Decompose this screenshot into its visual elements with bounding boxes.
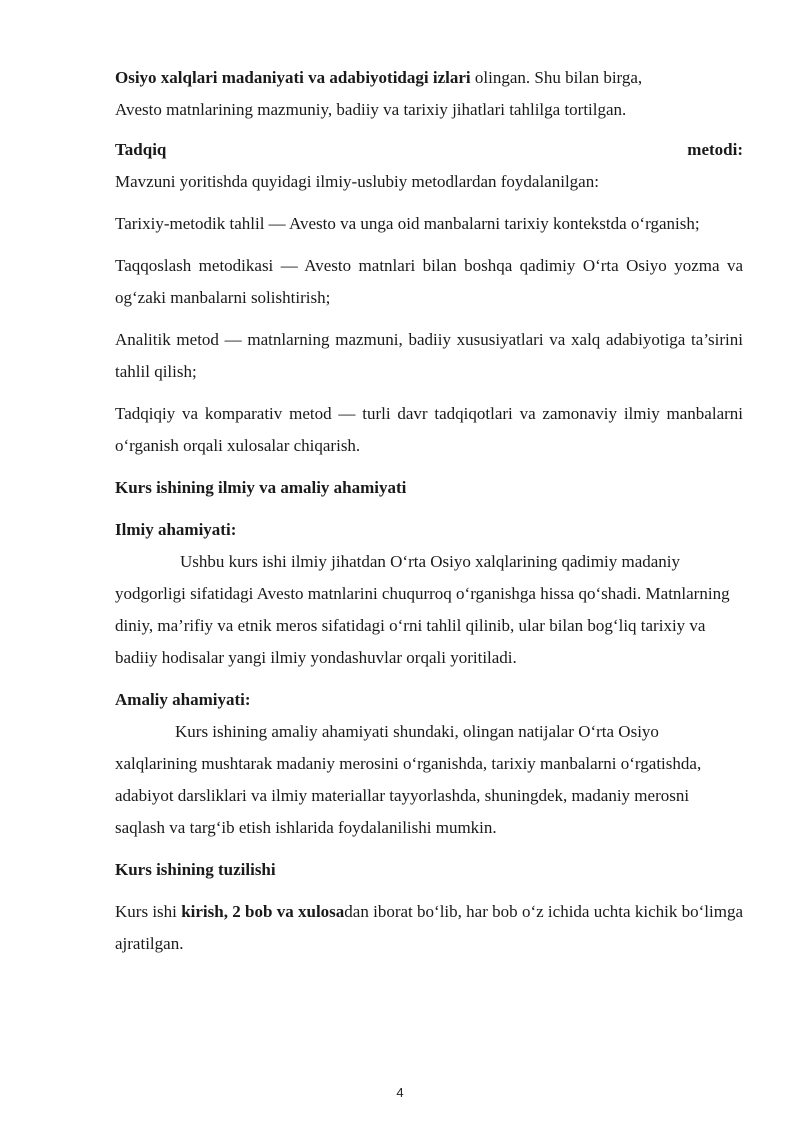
structure-bold: kirish, 2 bob va xulosa xyxy=(181,902,345,921)
method-item: Tadqiqiy va komparativ metod — turli davr tadqiqotlari va zamonaviy ilmiy manbalarni o‘rganish orqali xulosalar chiqarish. xyxy=(115,404,743,455)
method-item: Analitik metod — matnlarning mazmuni, badiiy xususiyatlari va xalq adabiyotiga ta’sirini tahlil qilish; xyxy=(115,330,743,381)
practical-heading: Amaliy ahamiyati: xyxy=(115,690,251,709)
page-number: 4 xyxy=(396,1085,404,1100)
intro-line2: Avesto matnlarining mazmuniy, badiiy va tarixiy jihatlari tahlilga tortilgan. xyxy=(115,100,627,119)
intro-bold-phrase: Osiyo xalqlari madaniyati va adabiyotidagi izlari xyxy=(115,68,471,87)
method-heading-left: Tadqiq xyxy=(115,140,167,159)
structure-before: Kurs ishi xyxy=(115,902,182,921)
structure-heading: Kurs ishining tuzilishi xyxy=(115,860,276,879)
intro-rest: olingan. Shu bilan birga, xyxy=(470,68,643,87)
practical-text: Kurs ishining amaliy ahamiyati shundaki, olingan natijalar O‘rta Osiyo xalqlarining mushtarak madaniy merosini o‘rganishda, tarixiy manbalarni o‘rgatishda, adabiyot darsliklari va ilmiy materiallar tayyorlashda, shuningdek, madaniy merosni saqlash va targ‘ib etish ishlarida foydalanilishi mumkin. xyxy=(115,722,702,837)
significance-heading: Kurs ishining ilmiy va amaliy ahamiyati xyxy=(115,478,407,497)
scientific-text: Ushbu kurs ishi ilmiy jihatdan O‘rta Osiyo xalqlarining qadimiy madaniy yodgorligi sifatidagi Avesto matnlarini chuqurroq o‘rganishga hissa qo‘shadi. Matnlarning diniy, ma’rifiy va etnik meros sifatidagi o‘rni tahlil qilinib, ular bilan bog‘liq tarixiy va badiiy hodisalar yangi ilmiy yondashuvlar orqali yoritiladi. xyxy=(115,552,730,667)
document-page xyxy=(115,62,743,960)
method-heading-right: metodi: xyxy=(687,140,743,159)
intro-paragraph xyxy=(115,62,743,126)
method-intro: Mavzuni yoritishda quyidagi ilmiy-uslubiy metodlardan foydalanilgan: xyxy=(115,172,599,191)
method-heading xyxy=(115,134,743,166)
method-item: Tarixiy-metodik tahlil — Avesto va unga oid manbalarni tarixiy kontekstda o‘rganish; xyxy=(115,214,700,233)
structure-text xyxy=(115,896,743,960)
structure-after: dan iborat bo‘lib, har bob o‘z ichida uchta kichik bo‘limga ajratilgan. xyxy=(115,902,743,953)
method-item: Taqqoslash metodikasi — Avesto matnlari bilan boshqa qadimiy O‘rta Osiyo yozma va og‘zaki manbalarni solishtirish; xyxy=(115,256,743,307)
scientific-heading: Ilmiy ahamiyati: xyxy=(115,520,237,539)
